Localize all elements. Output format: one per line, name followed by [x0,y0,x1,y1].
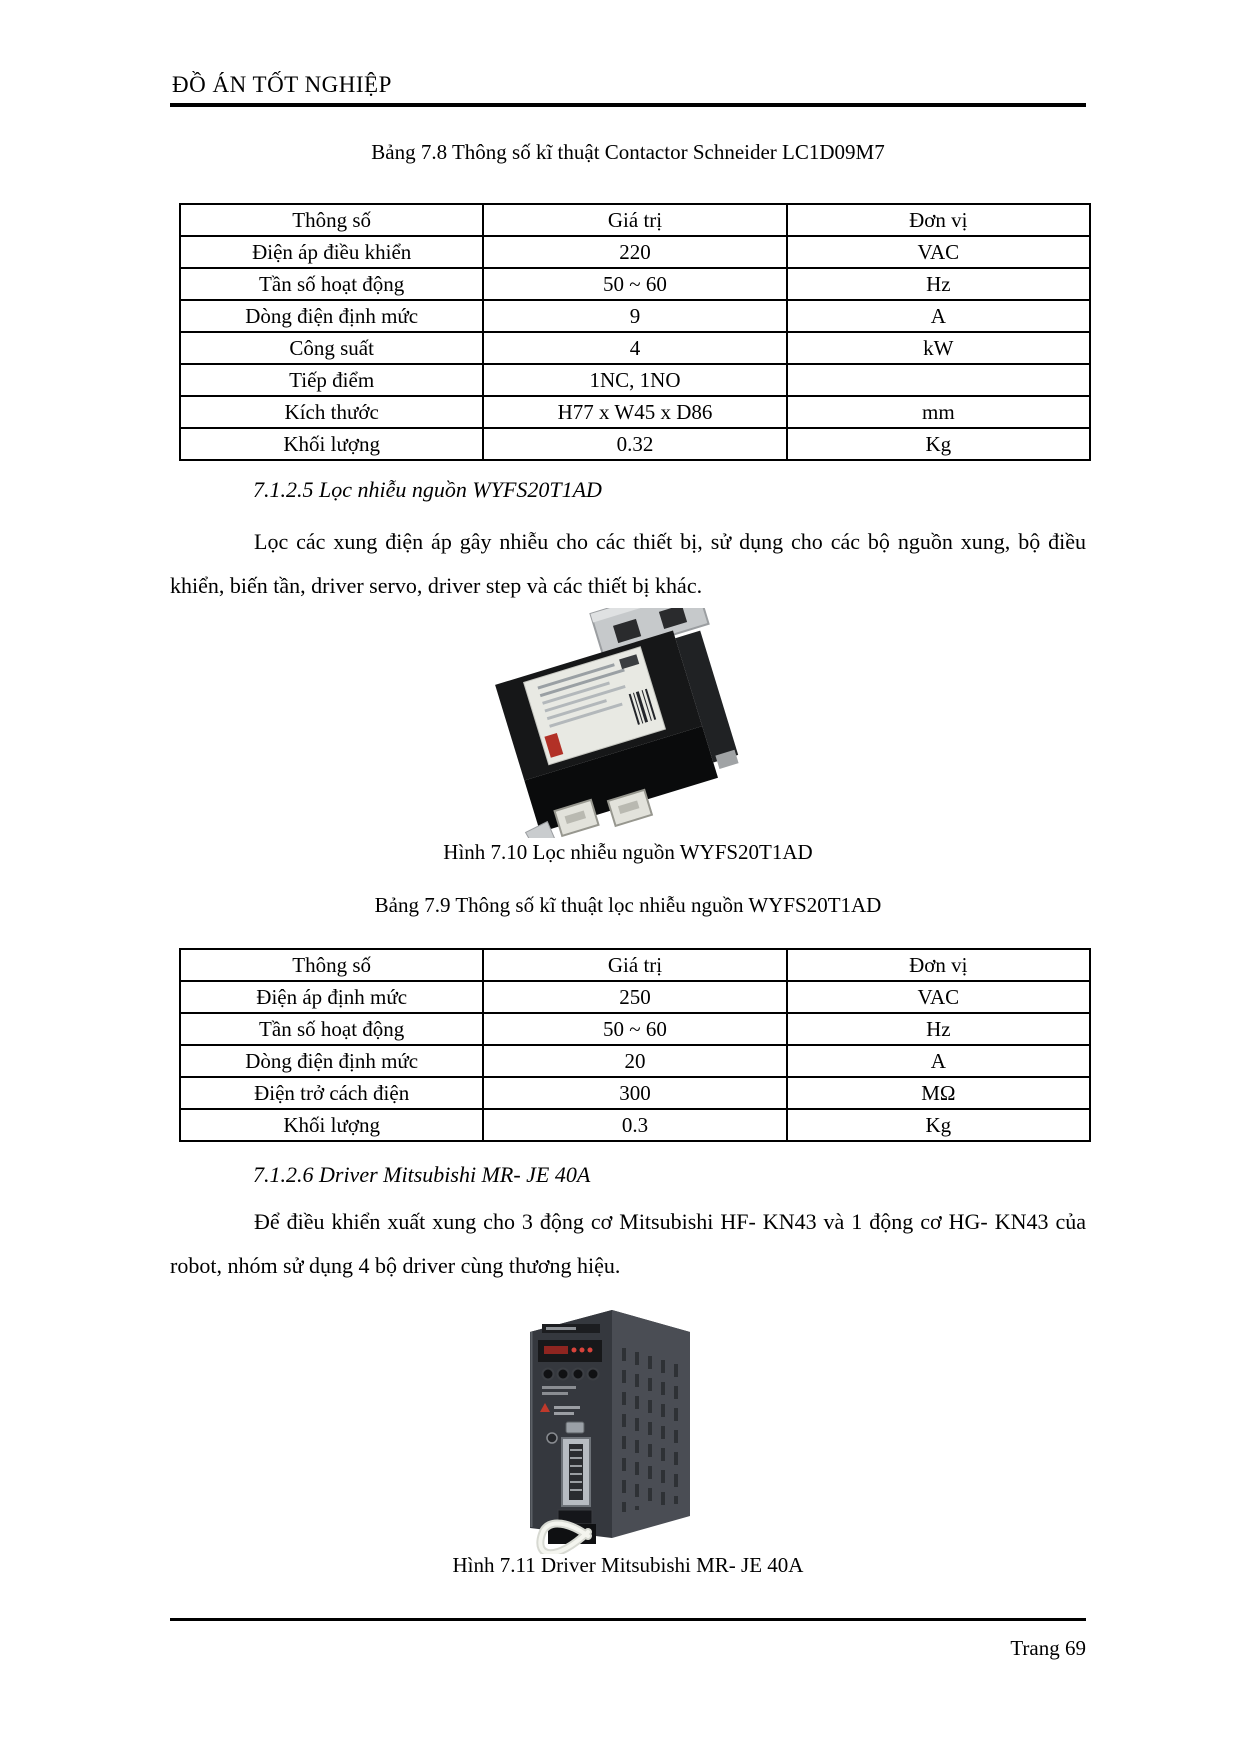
col-header-unit: Đơn vị [787,204,1090,236]
figure2-caption: Hình 7.11 Driver Mitsubishi MR- JE 40A [452,1553,804,1577]
cell-value: 0.3 [483,1109,786,1141]
cell-unit: Hz [787,1013,1090,1045]
cell-param: Khối lượng [180,1109,483,1141]
cell-unit: Kg [787,1109,1090,1141]
table-row [180,1109,1090,1141]
cell-unit: VAC [787,236,1090,268]
cell-unit: A [787,300,1090,332]
table2-caption: Bảng 7.9 Thông số kĩ thuật lọc nhiễu nguồn WYFS20T1AD [374,893,882,917]
figure-7-11-image [500,1286,740,1554]
cell-unit: MΩ [787,1077,1090,1109]
page-header-title: ĐỒ ÁN TỐT NGHIỆP [172,72,392,97]
cell-param: Tần số hoạt động [180,268,483,300]
footer-divider [170,1618,1086,1621]
cell-value: 50 ~ 60 [483,1013,786,1045]
driver-screw [547,1433,557,1443]
cell-value: H77 x W45 x D86 [483,396,786,428]
col-header-param: Thông số [180,949,483,981]
cell-value: 250 [483,981,786,1013]
cell-param: Dòng điện định mức [180,300,483,332]
col-header-value: Giá trị [483,204,786,236]
cell-param: Công suất [180,332,483,364]
header-divider [170,103,1086,107]
cell-value: 4 [483,332,786,364]
spec-table-filter [179,948,1091,1142]
cell-param: Dòng điện định mức [180,1045,483,1077]
cell-param: Kích thước [180,396,483,428]
cell-value: 9 [483,300,786,332]
cell-unit: Hz [787,268,1090,300]
table-row [180,236,1090,268]
driver-usb-port [566,1422,584,1433]
table-row [180,428,1090,460]
cell-value: 50 ~ 60 [483,268,786,300]
cell-unit: mm [787,396,1090,428]
table-row [180,268,1090,300]
table-header-row [180,204,1090,236]
table-row [180,981,1090,1013]
section-heading-7-1-2-5: 7.1.2.5 Lọc nhiễu nguồn WYFS20T1AD [253,477,602,502]
table-row [180,1045,1090,1077]
section-heading-7-1-2-6: 7.1.2.6 Driver Mitsubishi MR- JE 40A [253,1162,591,1187]
table-row [180,1077,1090,1109]
driver-cn1-connector [562,1438,590,1506]
cell-value: 220 [483,236,786,268]
noise-filter-illustration [452,608,762,838]
cell-value: 300 [483,1077,786,1109]
page-number: Trang 69 [1010,1636,1086,1660]
cell-unit: Kg [787,428,1090,460]
cell-param: Điện trở cách điện [180,1077,483,1109]
cell-value: 20 [483,1045,786,1077]
table-row [180,396,1090,428]
table-row [180,300,1090,332]
cell-value: 1NC, 1NO [483,364,786,396]
cell-param: Điện áp điều khiển [180,236,483,268]
cell-param: Điện áp định mức [180,981,483,1013]
figure-7-10-image [452,608,762,838]
table-row [180,332,1090,364]
table1-caption: Bảng 7.8 Thông số kĩ thuật Contactor Schneider LC1D09M7 [371,140,885,164]
servo-driver-illustration [500,1286,740,1554]
section1-paragraph: Lọc các xung điện áp gây nhiễu cho các thiết bị, sử dụng cho các bộ nguồn xung, bộ điều khiển, biến tần, driver servo, driver step và các thiết bị khác. [170,529,1086,598]
cell-param: Tần số hoạt động [180,1013,483,1045]
col-header-value: Giá trị [483,949,786,981]
section2-paragraph: Để điều khiển xuất xung cho 3 động cơ Mitsubishi HF- KN43 và 1 động cơ HG- KN43 của robot, nhóm sử dụng 4 bộ driver cùng thương hiệu. [170,1209,1086,1278]
table-row [180,364,1090,396]
cell-unit: kW [787,332,1090,364]
table-row [180,1013,1090,1045]
cell-unit [787,364,1090,396]
cell-param: Khối lượng [180,428,483,460]
col-header-param: Thông số [180,204,483,236]
spec-table-contactor [179,203,1091,461]
col-header-unit: Đơn vị [787,949,1090,981]
cell-unit: A [787,1045,1090,1077]
cell-unit: VAC [787,981,1090,1013]
table-header-row [180,949,1090,981]
figure1-caption: Hình 7.10 Lọc nhiễu nguồn WYFS20T1AD [443,840,813,864]
cell-param: Tiếp điểm [180,364,483,396]
cell-value: 0.32 [483,428,786,460]
